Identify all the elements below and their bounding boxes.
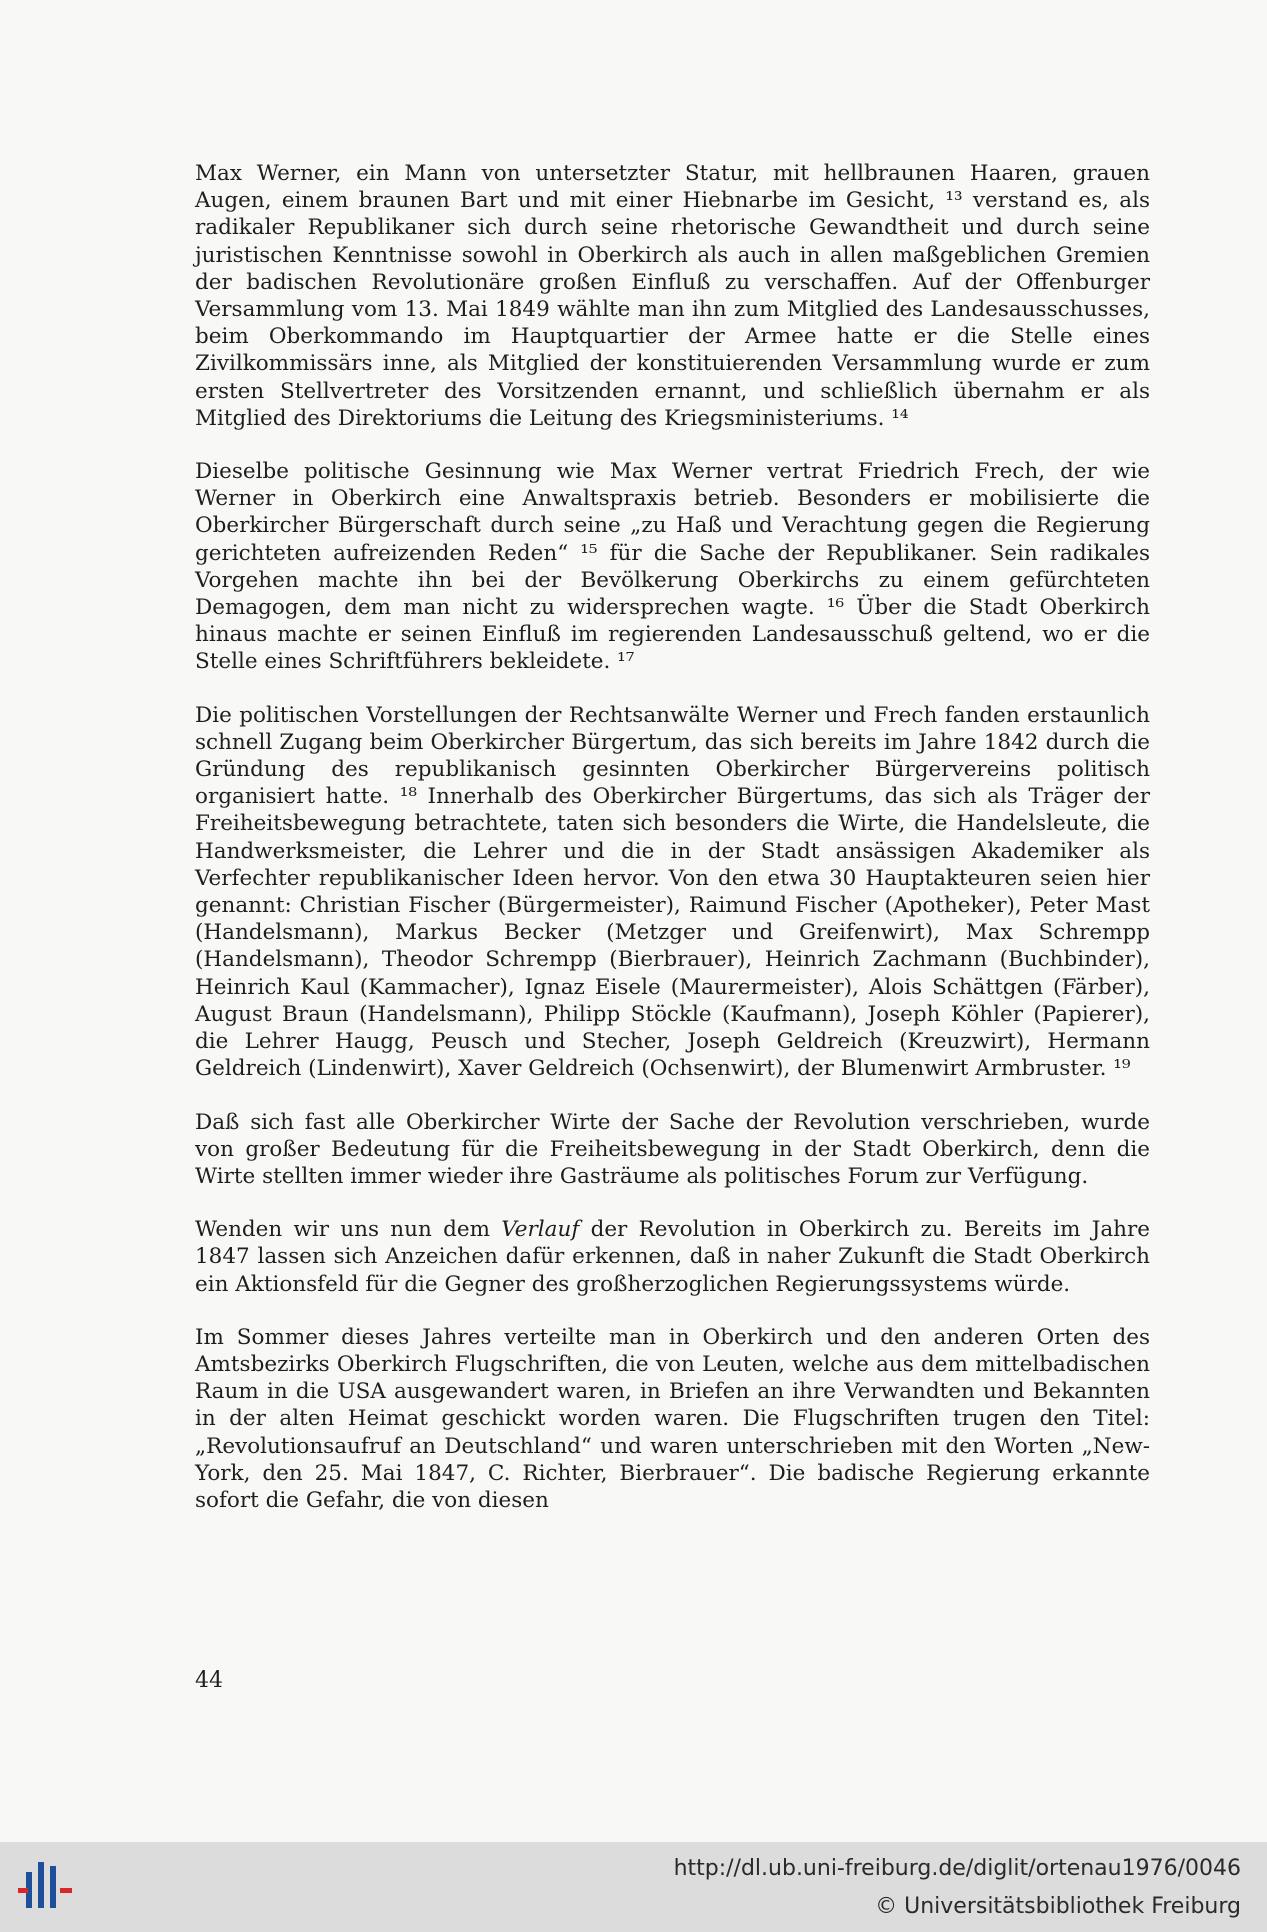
paragraph-5-end: der Revolution in Oberkirch zu. Bereits im Jahre 1847 lassen sich Anzeichen dafür erkennen, daß in naher Zukunft die Stadt Oberkirch ein Aktionsfeld für die Gegner des großherzoglichen Regierungssystems würde. <box>195 1217 1150 1297</box>
permalink-link[interactable]: http://dl.ub.uni-freiburg.de/diglit/ortenau1976/0046 <box>673 1856 1241 1881</box>
viewer-footer <box>0 1842 1267 1932</box>
library-logo-icon <box>18 1852 78 1922</box>
paragraph-2: Dieselbe politische Gesinnung wie Max Werner vertrat Friedrich Frech, der wie Werner in Oberkirch eine Anwaltspraxis betrieb. Besonders er mobilisierte die Oberkircher Bürgerschaft durch seine „zu Haß und Verachtung gegen die Regierung gerichteten aufreizenden Reden“ ¹⁵ für die Sache der Republikaner. Sein radikales Vorgehen machte ihn bei der Bevölkerung Oberkirchs zu einem gefürchteten Demagogen, dem man nicht zu widersprechen wagte. ¹⁶ Über die Stadt Oberkirch hinaus machte er seinen Einfluß im regierenden Landesausschuß geltend, wo er die Stelle eines Schriftführers bekleidete. ¹⁷ <box>195 459 1150 675</box>
copyright-notice: © Universitätsbibliothek Freiburg <box>875 1894 1241 1919</box>
paragraph-3: Die politischen Vorstellungen der Rechtsanwälte Werner und Frech fanden erstaunlich schnell Zugang beim Oberkircher Bürgertum, das sich bereits im Jahre 1842 durch die Gründung des republikanisch gesinnten Oberkircher Bürgervereins politisch organisiert hatte. ¹⁸ Innerhalb des Oberkircher Bürgertums, das sich als Träger der Freiheitsbewegung betrachtete, taten sich besonders die Wirte, die Handelsleute, die Handwerksmeister, die Lehrer und die in der Stadt ansässigen Akademiker als Verfechter republikanischer Ideen hervor. Von den etwa 30 Hauptakteuren seien hier genannt: Christian Fischer (Bürgermeister), Raimund Fischer (Apotheker), Peter Mast (Handelsmann), Markus Becker (Metzger und Greifenwirt), Max Schrempp (Handelsmann), Theodor Schrempp (Bierbrauer), Heinrich Zachmann (Buchbinder), Heinrich Kaul (Kammacher), Ignaz Eisele (Maurermeister), Alois Schättgen (Färber), August Braun (Handelsmann), Philipp Stöckle (Kaufmann), Joseph Köhler (Papierer), die Lehrer Haugg, Peusch und Stecher, Joseph Geldreich (Kreuzwirt), Hermann Geldreich (Lindenwirt), Xaver Geldreich (Ochsenwirt), der Blumenwirt Armbruster. ¹⁹ <box>195 702 1150 1082</box>
paragraph-5-italic: Verlauf <box>501 1217 580 1243</box>
paragraph-1: Max Werner, ein Mann von untersetzter Statur, mit hellbraunen Haaren, grauen Augen, einem braunen Bart und mit einer Hiebnarbe im Gesicht, ¹³ verstand es, als radikaler Republikaner sich durch seine rhetorische Gewandtheit und durch seine juristischen Kenntnisse sowohl in Oberkirch als auch in allen maßgeblichen Gremien der badischen Revolutionäre großen Einfluß zu verschaffen. Auf der Offenburger Versammlung vom 13. Mai 1849 wählte man ihn zum Mitglied des Landesausschusses, beim Oberkommando im Hauptquartier der Armee hatte er die Stelle eines Zivilkommissärs inne, als Mitglied der konstituierenden Versammlung wurde er zum ersten Stellvertreter des Vorsitzenden ernannt, und schließlich übernahm er als Mitglied des Direktoriums die Leitung des Kriegsministeriums. ¹⁴ <box>195 161 1150 431</box>
paragraph-4: Daß sich fast alle Oberkircher Wirte der Sache der Revolution verschrieben, wurde von großer Bedeutung für die Freiheitsbewegung in der Stadt Oberkirch, denn die Wirte stellten immer wieder ihre Gasträume als politisches Forum zur Verfügung. <box>195 1109 1150 1189</box>
body-text <box>195 160 1150 1540</box>
paragraph-5-start: Wenden wir uns nun dem <box>195 1217 502 1243</box>
page-number: 44 <box>195 1668 223 1693</box>
paragraph-6: Im Sommer dieses Jahres verteilte man in Oberkirch und den anderen Orten des Amtsbezirks Oberkirch Flugschriften, die von Leuten, welche aus dem mittelbadischen Raum in die USA ausgewandert waren, in Briefen an ihre Verwandten und Bekannten in der alten Heimat geschickt worden waren. Die Flugschriften trugen den Titel: „Revolutionsaufruf an Deutschland“ und waren unterschrieben mit den Worten „New-York, den 25. Mai 1847, C. Richter, Bierbrauer“. Die badische Regierung erkannte sofort die Gefahr, die von diesen <box>195 1324 1150 1513</box>
paragraph-5 <box>195 1216 1150 1298</box>
